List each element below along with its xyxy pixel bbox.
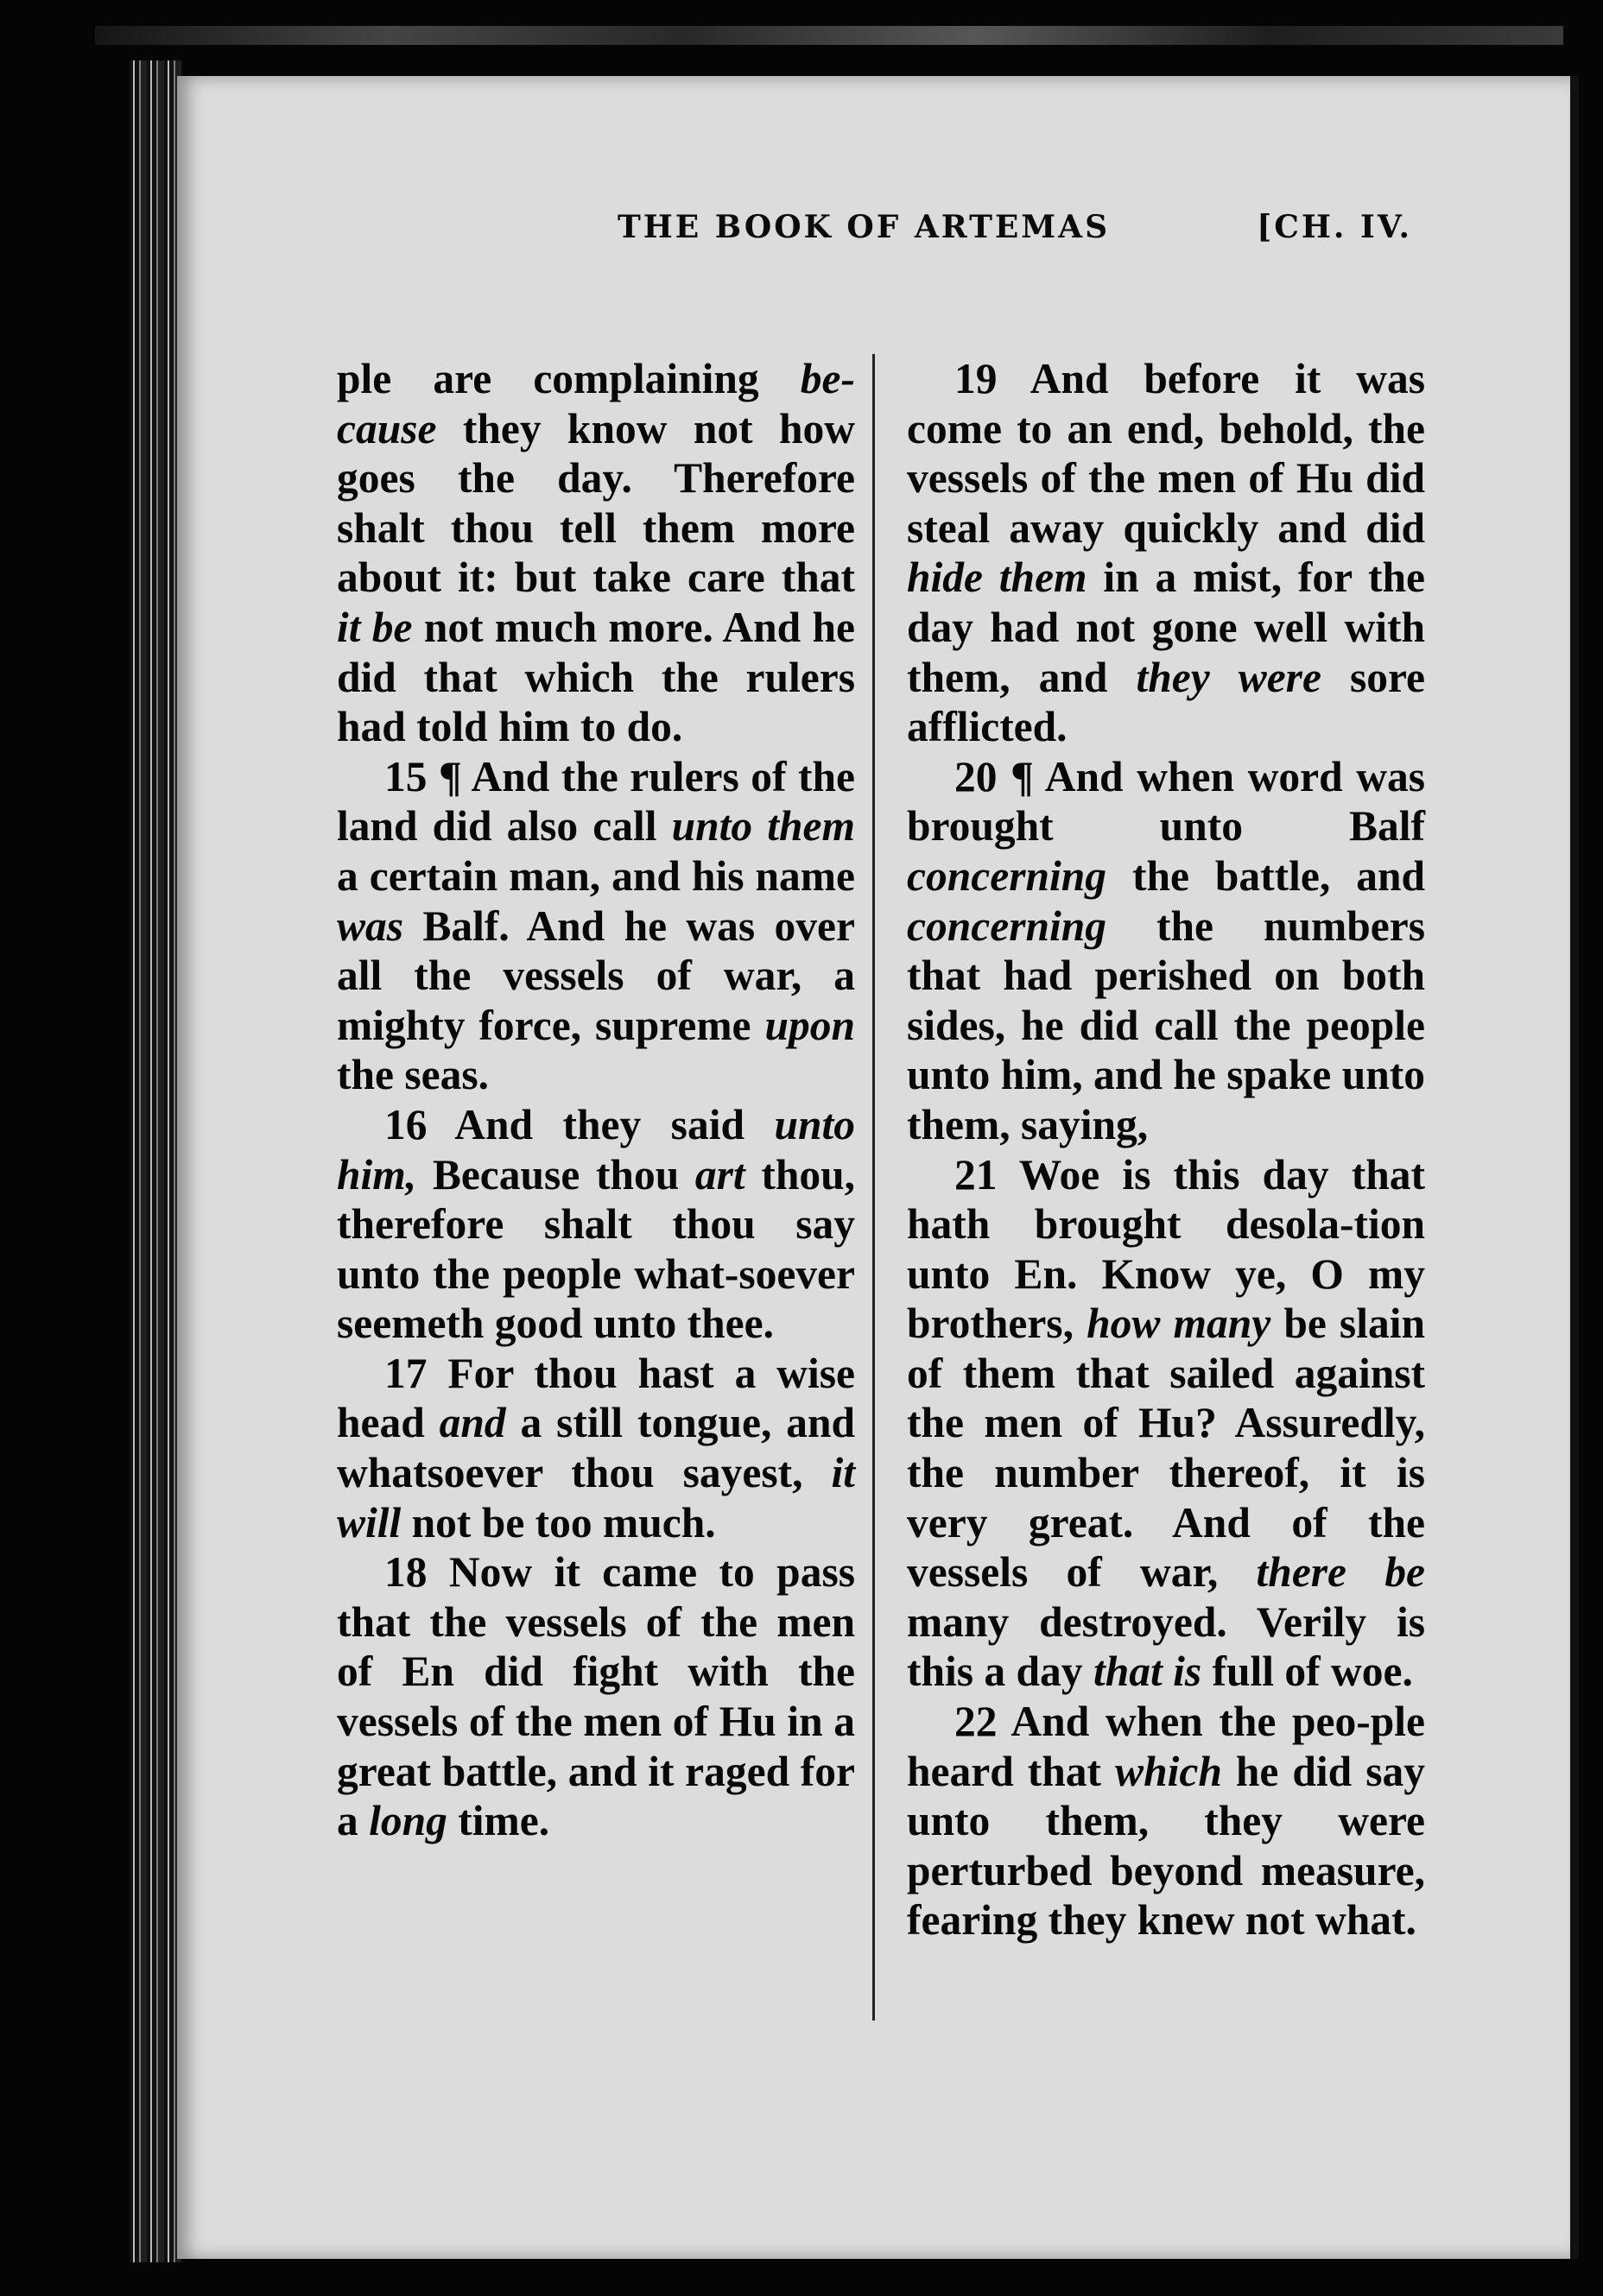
verse-text: 18 Now it came to pass that the vessels of the men of En did fight with the vessels of the men of Hu in a great battle, and it raged for a [337,1548,855,1845]
right-column [907,354,1425,1945]
verse-text: in a mist, for the day had not gone well with them, and [907,553,1425,701]
verse-text: 19 And before it was come to an end, behold, the vessels of the men of Hu did steal away quickly and did [907,355,1425,552]
verse-text: Balf. And he was over all the vessels of war, a mighty force, supreme [337,901,855,1049]
verse-paragraph [907,752,1425,1150]
verse-paragraph [337,354,855,752]
verse-paragraph [337,1100,855,1349]
book-spine [130,60,181,2262]
italic-text: concerning [907,851,1107,900]
italic-text: it will [337,1449,855,1546]
verse-paragraph [907,354,1425,752]
book-title: THE BOOK OF ARTEMAS [618,209,1111,245]
italic-text: they were [1136,653,1321,701]
verse-text: many destroyed. Verily is this a day [907,1597,1425,1696]
verse-text: 21 Woe is this day that hath brought desola-tion unto En. Know ye, O my brothers, [907,1150,1425,1348]
italic-text: hide them [907,553,1087,602]
left-column [337,354,855,1846]
verse-text: 15 ¶ And the rulers of the land did also call [337,752,855,851]
verse-text: the seas. [337,1051,489,1099]
verse-text: the battle, and [1106,851,1425,900]
verse-text: full of woe. [1201,1648,1413,1696]
italic-text: that is [1093,1648,1202,1696]
italic-text: there be [1256,1548,1425,1597]
verse-text: 22 And when the peo-ple heard that [907,1698,1425,1795]
verse-text: not be too much. [401,1498,716,1546]
verse-text: ple are complaining [337,355,801,402]
italic-text: unto them [671,802,855,851]
column-divider [872,354,875,2021]
verse-text: time. [447,1797,550,1845]
verse-text: they know not how goes the day. Therefore shalt thou tell them more about it: but take care that [337,404,855,602]
italic-text: upon [764,1001,855,1049]
verse-text: be slain of them that sailed against the men of Hu? Assuredly, the number thereof, it is very great. And of the vessels of war, [907,1300,1425,1597]
italic-text: long [369,1797,447,1845]
verse-text: 17 For thou hast a wise head [337,1349,855,1447]
verse-text: Because thou [416,1150,695,1199]
running-head [436,200,1412,252]
verse-text: sore afflicted. [907,653,1426,751]
verse-paragraph [337,1349,855,1547]
italic-text: which [1115,1747,1222,1795]
verse-text: not much more. And he did that which the rulers had told him to do. [337,603,855,751]
verse-text: 20 ¶ And when word was brought unto Balf [907,752,1425,851]
italic-text: art [694,1150,745,1199]
verse-paragraph [907,1150,1425,1698]
italic-text: be-cause [337,355,855,452]
scan-top-edge [95,26,1563,45]
verse-text: a certain man, and his name [337,851,855,900]
verse-paragraph [907,1697,1425,1945]
verse-paragraph [337,1547,855,1846]
italic-text: unto him, [337,1100,855,1199]
italic-text: how many [1087,1300,1271,1348]
chapter-label: [CH. IV. [1257,209,1412,245]
italic-text: was [337,901,404,950]
verse-text: a still tongue, and whatsoever thou sayest, [337,1399,856,1497]
verse-text: 16 And they said [384,1100,775,1148]
verse-text: he did say unto them, they were perturbed beyond measure, fearing they knew not what. [907,1747,1426,1945]
italic-text: and [439,1399,506,1447]
italic-text: concerning [907,901,1107,950]
verse-text: thou, therefore shalt thou say unto the people what-soever seemeth good unto thee. [337,1150,856,1348]
italic-text: it be [337,603,413,651]
verse-text: the numbers that had perished on both sides, he did call the people unto him, and he spake unto them, saying, [907,901,1425,1148]
verse-paragraph [337,752,855,1100]
